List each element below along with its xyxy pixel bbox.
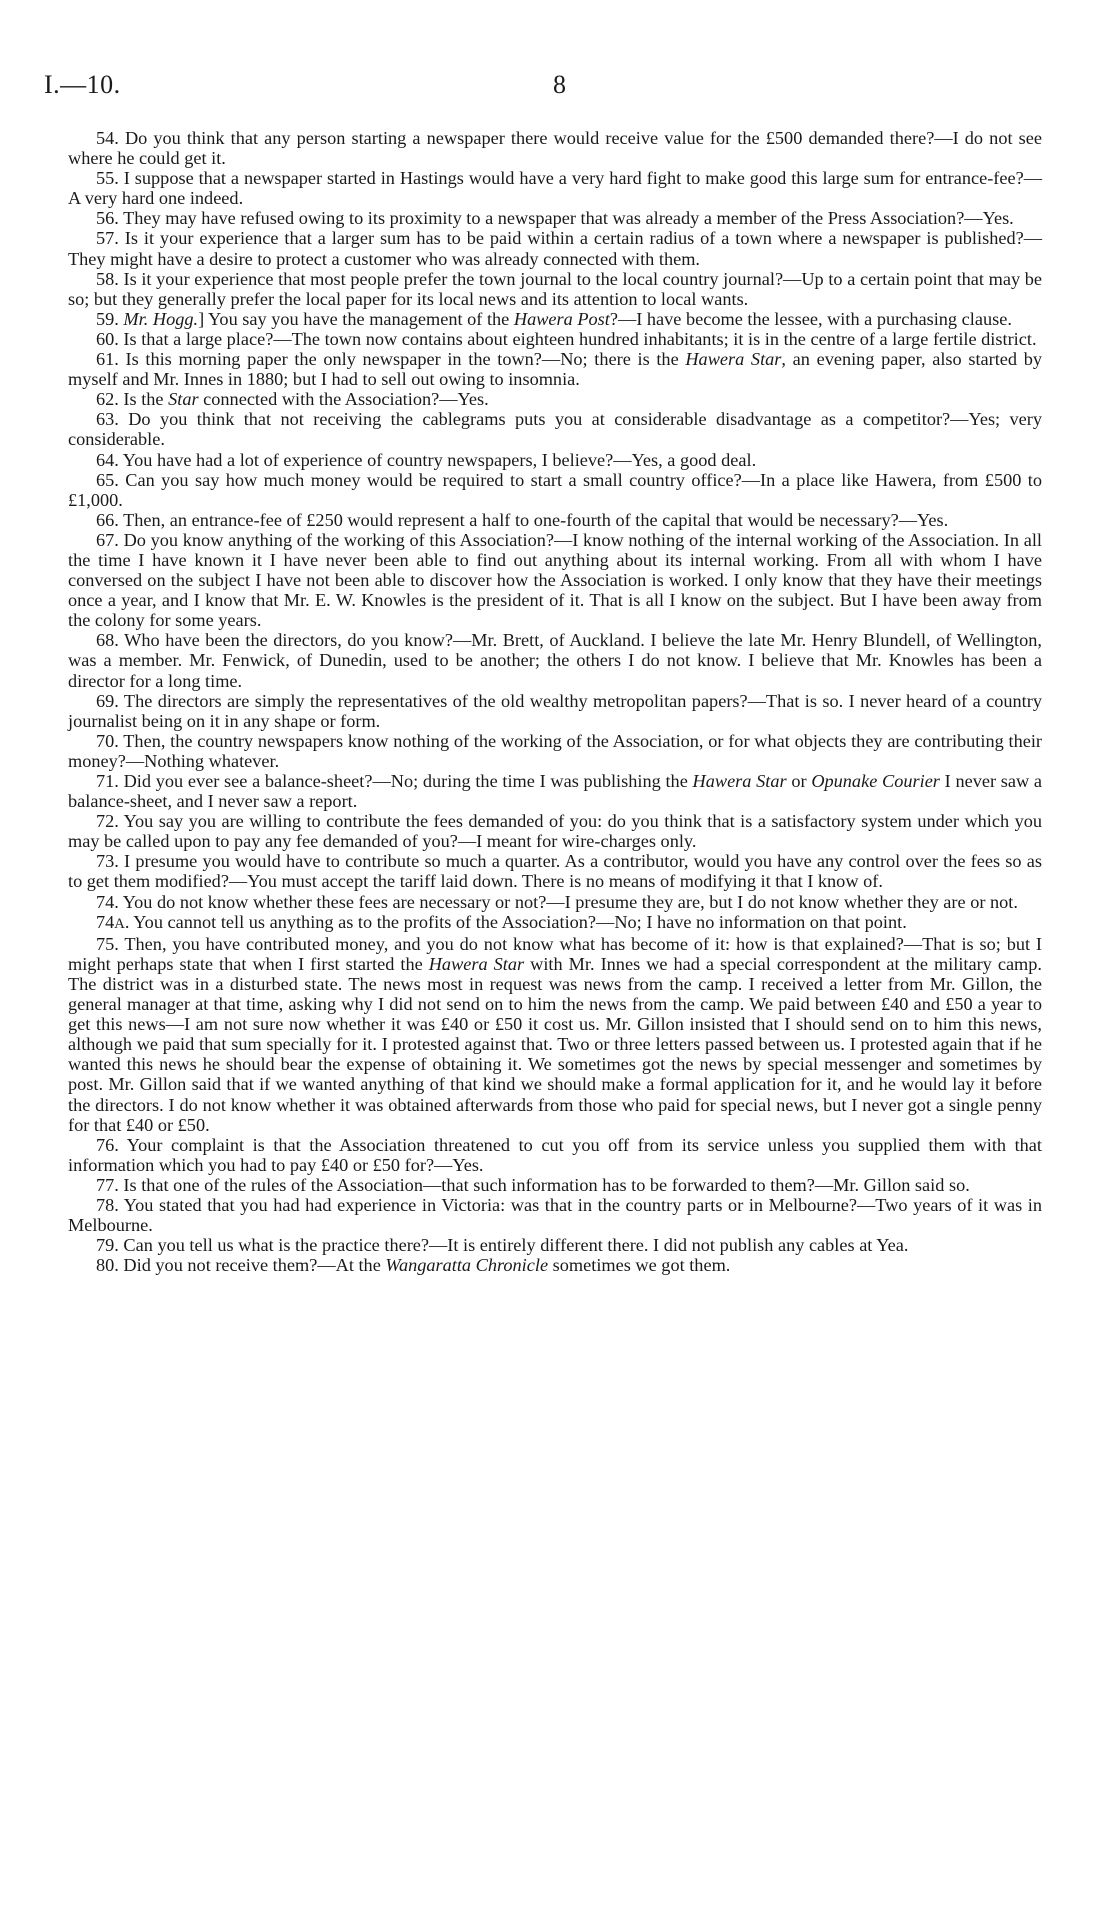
testimony-paragraph <box>68 934 1042 1135</box>
testimony-paragraph <box>68 1195 1042 1235</box>
paragraph-text: 58. Is it your experience that most people prefer the town journal to the local country journal?—Up to a certain point that may be so; but they generally prefer the local paper for its local news and its attention to local wants. <box>68 268 1042 309</box>
paragraph-text: ?—I have become the lessee, with a purchasing clause. <box>609 308 1012 329</box>
testimony-paragraph <box>68 389 1042 409</box>
testimony-paragraph <box>68 409 1042 449</box>
paragraph-text: ] You say you have the management of the <box>198 308 514 329</box>
testimony-paragraph <box>68 450 1042 470</box>
paragraph-text: 54. Do you think that any person starting a newspaper there would receive value for the £500 demanded there?—I do not see where he could get it. <box>68 128 1042 169</box>
testimony-paragraph <box>68 168 1042 208</box>
testimony-paragraph <box>68 691 1042 731</box>
testimony-paragraph <box>68 228 1042 268</box>
italic-title: Hawera Star <box>428 953 525 974</box>
paragraph-text: 66. Then, an entrance-fee of £250 would represent a half to one-fourth of the capital that would be necessary?—Yes. <box>96 509 949 530</box>
paragraph-text: with Mr. Innes we had a special correspondent at the military camp. The district was in a disturbed state. The news most in request was news from the camp. I received a letter from Mr. Gillon, the general manager at that time, asking why I did not send on to him the news from the camp. We paid between £40 and £50 a year to get this news—I am not sure now whether it was £40 or £50 it cost us. Mr. Gillon insisted that I should send on to him this news, although we paid that sum specially for it. I protested against that. Two or three letters passed between us. I protested again that if he wanted this news he should bear the expense of obtaining it. We sometimes got the news by special messenger and sometimes by post. Mr. Gillon said that if we wanted anything of that kind we should make a formal application for it, and he would lay it before the directors. I do not know whether it was obtained afterwards from those who paid for special news, but I never got a single penny for that £40 or £50. <box>68 953 1042 1135</box>
testimony-paragraph <box>68 771 1042 811</box>
paragraph-text: 57. Is it your experience that a larger sum has to be paid within a certain radius of a town where a newspaper is published?—They might have a desire to protect a customer who was already connected with them. <box>68 228 1042 269</box>
paragraph-text: , an evening paper, also started by myself and Mr. Innes in 1880; but I had to sell out owing to insomnia. <box>68 349 1043 390</box>
testimony-paragraph <box>68 1175 1042 1195</box>
paragraph-text: sometimes we got them. <box>548 1255 731 1276</box>
paragraph-text: 68. Who have been the directors, do you know?—Mr. Brett, of Auckland. I believe the late Mr. Henry Blundell, of Wellington, was a member. Mr. Fenwick, of Dunedin, used to be another; the others I do not know. I believe that Mr. Knowles has been a director for a long time. <box>68 630 1042 691</box>
paragraph-text: 70. Then, the country newspapers know nothing of the working of the Association, or for what objects they are contributing their money?—Nothing whatever. <box>68 730 1042 771</box>
paragraph-text: . You cannot tell us anything as to the profits of the Association?—No; I have no information on that point. <box>124 911 907 932</box>
italic-title: Wangaratta Chronicle <box>385 1255 549 1276</box>
testimony-paragraph <box>68 510 1042 530</box>
paragraph-text: 64. You have had a lot of experience of country newspapers, I believe?—Yes, a good deal. <box>96 449 757 470</box>
paragraph-text: 59. <box>96 308 124 329</box>
italic-title: Hawera Post <box>513 308 610 329</box>
paragraph-text: 72. You say you are willing to contribute the fees demanded of you: do you think that is a satisfactory system under which you may be called upon to pay any fee demanded of you?—I meant for wire-charges only. <box>68 811 1042 852</box>
paragraph-text: 73. I presume you would have to contribute so much a quarter. As a contributor, would you have any control over the fees so as to get them modified?—You must accept the tariff laid down. There is no means of modifying it that I know of. <box>68 851 1042 892</box>
testimony-paragraph <box>68 1135 1042 1175</box>
paragraph-text: 80. Did you not receive them?—At the <box>96 1255 386 1276</box>
paragraph-text: 63. Do you think that not receiving the cablegrams puts you at considerable disadvantage as a competitor?—Yes; very considerable. <box>68 409 1042 450</box>
paragraph-text: connected with the Association?—Yes. <box>198 389 489 410</box>
testimony-paragraph <box>68 470 1042 510</box>
paragraph-text: 78. You stated that you had had experience in Victoria: was that in the country parts or in Melbourne?—Two years of it was in Melbourne. <box>68 1194 1042 1236</box>
paragraph-text: 67. Do you know anything of the working of this Association?—I know nothing of the internal working of the Association. In all the time I have known it I have never been able to find out anything about its internal working. From all with whom I have conversed on the subject I have not been able to discover how the Association is worked. I only know that they have their meetings once a year, and I know that Mr. E. W. Knowles is the president of it. That is all I know on the subject. But I have been away from the colony for some years. <box>68 529 1042 631</box>
paragraph-text: or <box>786 771 812 791</box>
paragraph-text: 61. Is this morning paper the only newspaper in the town?—No; there is the <box>96 349 686 370</box>
italic-title: Opunake Courier <box>811 771 940 791</box>
testimony-paragraph <box>68 912 1042 934</box>
paragraph-text: 71. Did you ever see a balance-sheet?—No; during the time I was publishing the <box>96 771 693 791</box>
testimony-paragraph <box>68 1255 1042 1275</box>
italic-title: Star <box>168 389 199 410</box>
testimony-paragraph <box>68 1235 1042 1255</box>
paragraph-text: 69. The directors are simply the representatives of the old wealthy metropolitan papers?—That is so. I never heard of a country journalist being on it in any shape or form. <box>68 690 1042 731</box>
paragraph-text: 79. Can you tell us what is the practice there?—It is entirely different there. I did not publish any cables at Yea. <box>96 1235 909 1256</box>
testimony-paragraph <box>68 128 1042 168</box>
testimony-paragraph <box>68 811 1042 851</box>
paragraph-text: I never saw a balance-sheet, and I never saw a report. <box>68 771 1043 812</box>
paragraph-text: 62. Is the <box>96 389 169 410</box>
italic-title: Hawera Star <box>685 349 782 370</box>
paragraph-text: 77. Is that one of the rules of the Association—that such information has to be forwarded to them?—Mr. Gillon said so. <box>96 1174 970 1195</box>
testimony-paragraph <box>68 349 1042 389</box>
paragraph-text: 74. You do not know whether these fees are necessary or not?—I presume they are, but I do not know whether they are or not. <box>96 891 1018 912</box>
testimony-paragraph <box>68 269 1042 309</box>
testimony-paragraph <box>68 329 1042 349</box>
page-number: 8 <box>553 70 566 99</box>
testimony-paragraph <box>68 851 1042 891</box>
paragraph-text: 56. They may have refused owing to its proximity to a newspaper that was already a member of the Press Association?—Yes. <box>96 208 1014 229</box>
testimony-paragraph <box>68 892 1042 912</box>
paragraph-text: 75. Then, you have contributed money, and you do not know what has become of it: how is that explained?—That is so; but I might perhaps state that when I first started the <box>68 933 1042 974</box>
testimony-paragraph <box>68 208 1042 228</box>
paper-reference: I.—10. <box>44 70 121 99</box>
paragraph-text: 74 <box>96 911 115 932</box>
testimony-paragraph <box>68 309 1042 329</box>
italic-title: Mr. Hogg. <box>123 308 199 329</box>
testimony-body <box>68 128 1042 1275</box>
testimony-paragraph <box>68 530 1042 630</box>
paragraph-text: 65. Can you say how much money would be required to start a small country office?—In a place like Hawera, from £500 to £1,000. <box>68 469 1042 510</box>
testimony-paragraph <box>68 630 1042 690</box>
paragraph-text: 76. Your complaint is that the Association threatened to cut you off from its service unless you supplied them with that information which you had to pay £40 or £50 for?—Yes. <box>68 1134 1042 1175</box>
testimony-paragraph <box>68 731 1042 771</box>
paragraph-text: 60. Is that a large place?—The town now contains about eighteen hundred inhabitants; it is in the centre of a large fertile district. <box>96 328 1037 349</box>
paragraph-text: A <box>114 915 125 932</box>
italic-title: Hawera Star <box>692 771 787 791</box>
paragraph-text: 55. I suppose that a newspaper started in Hastings would have a very hard fight to make good this large sum for entrance-fee?—A very hard one indeed. <box>68 168 1042 209</box>
